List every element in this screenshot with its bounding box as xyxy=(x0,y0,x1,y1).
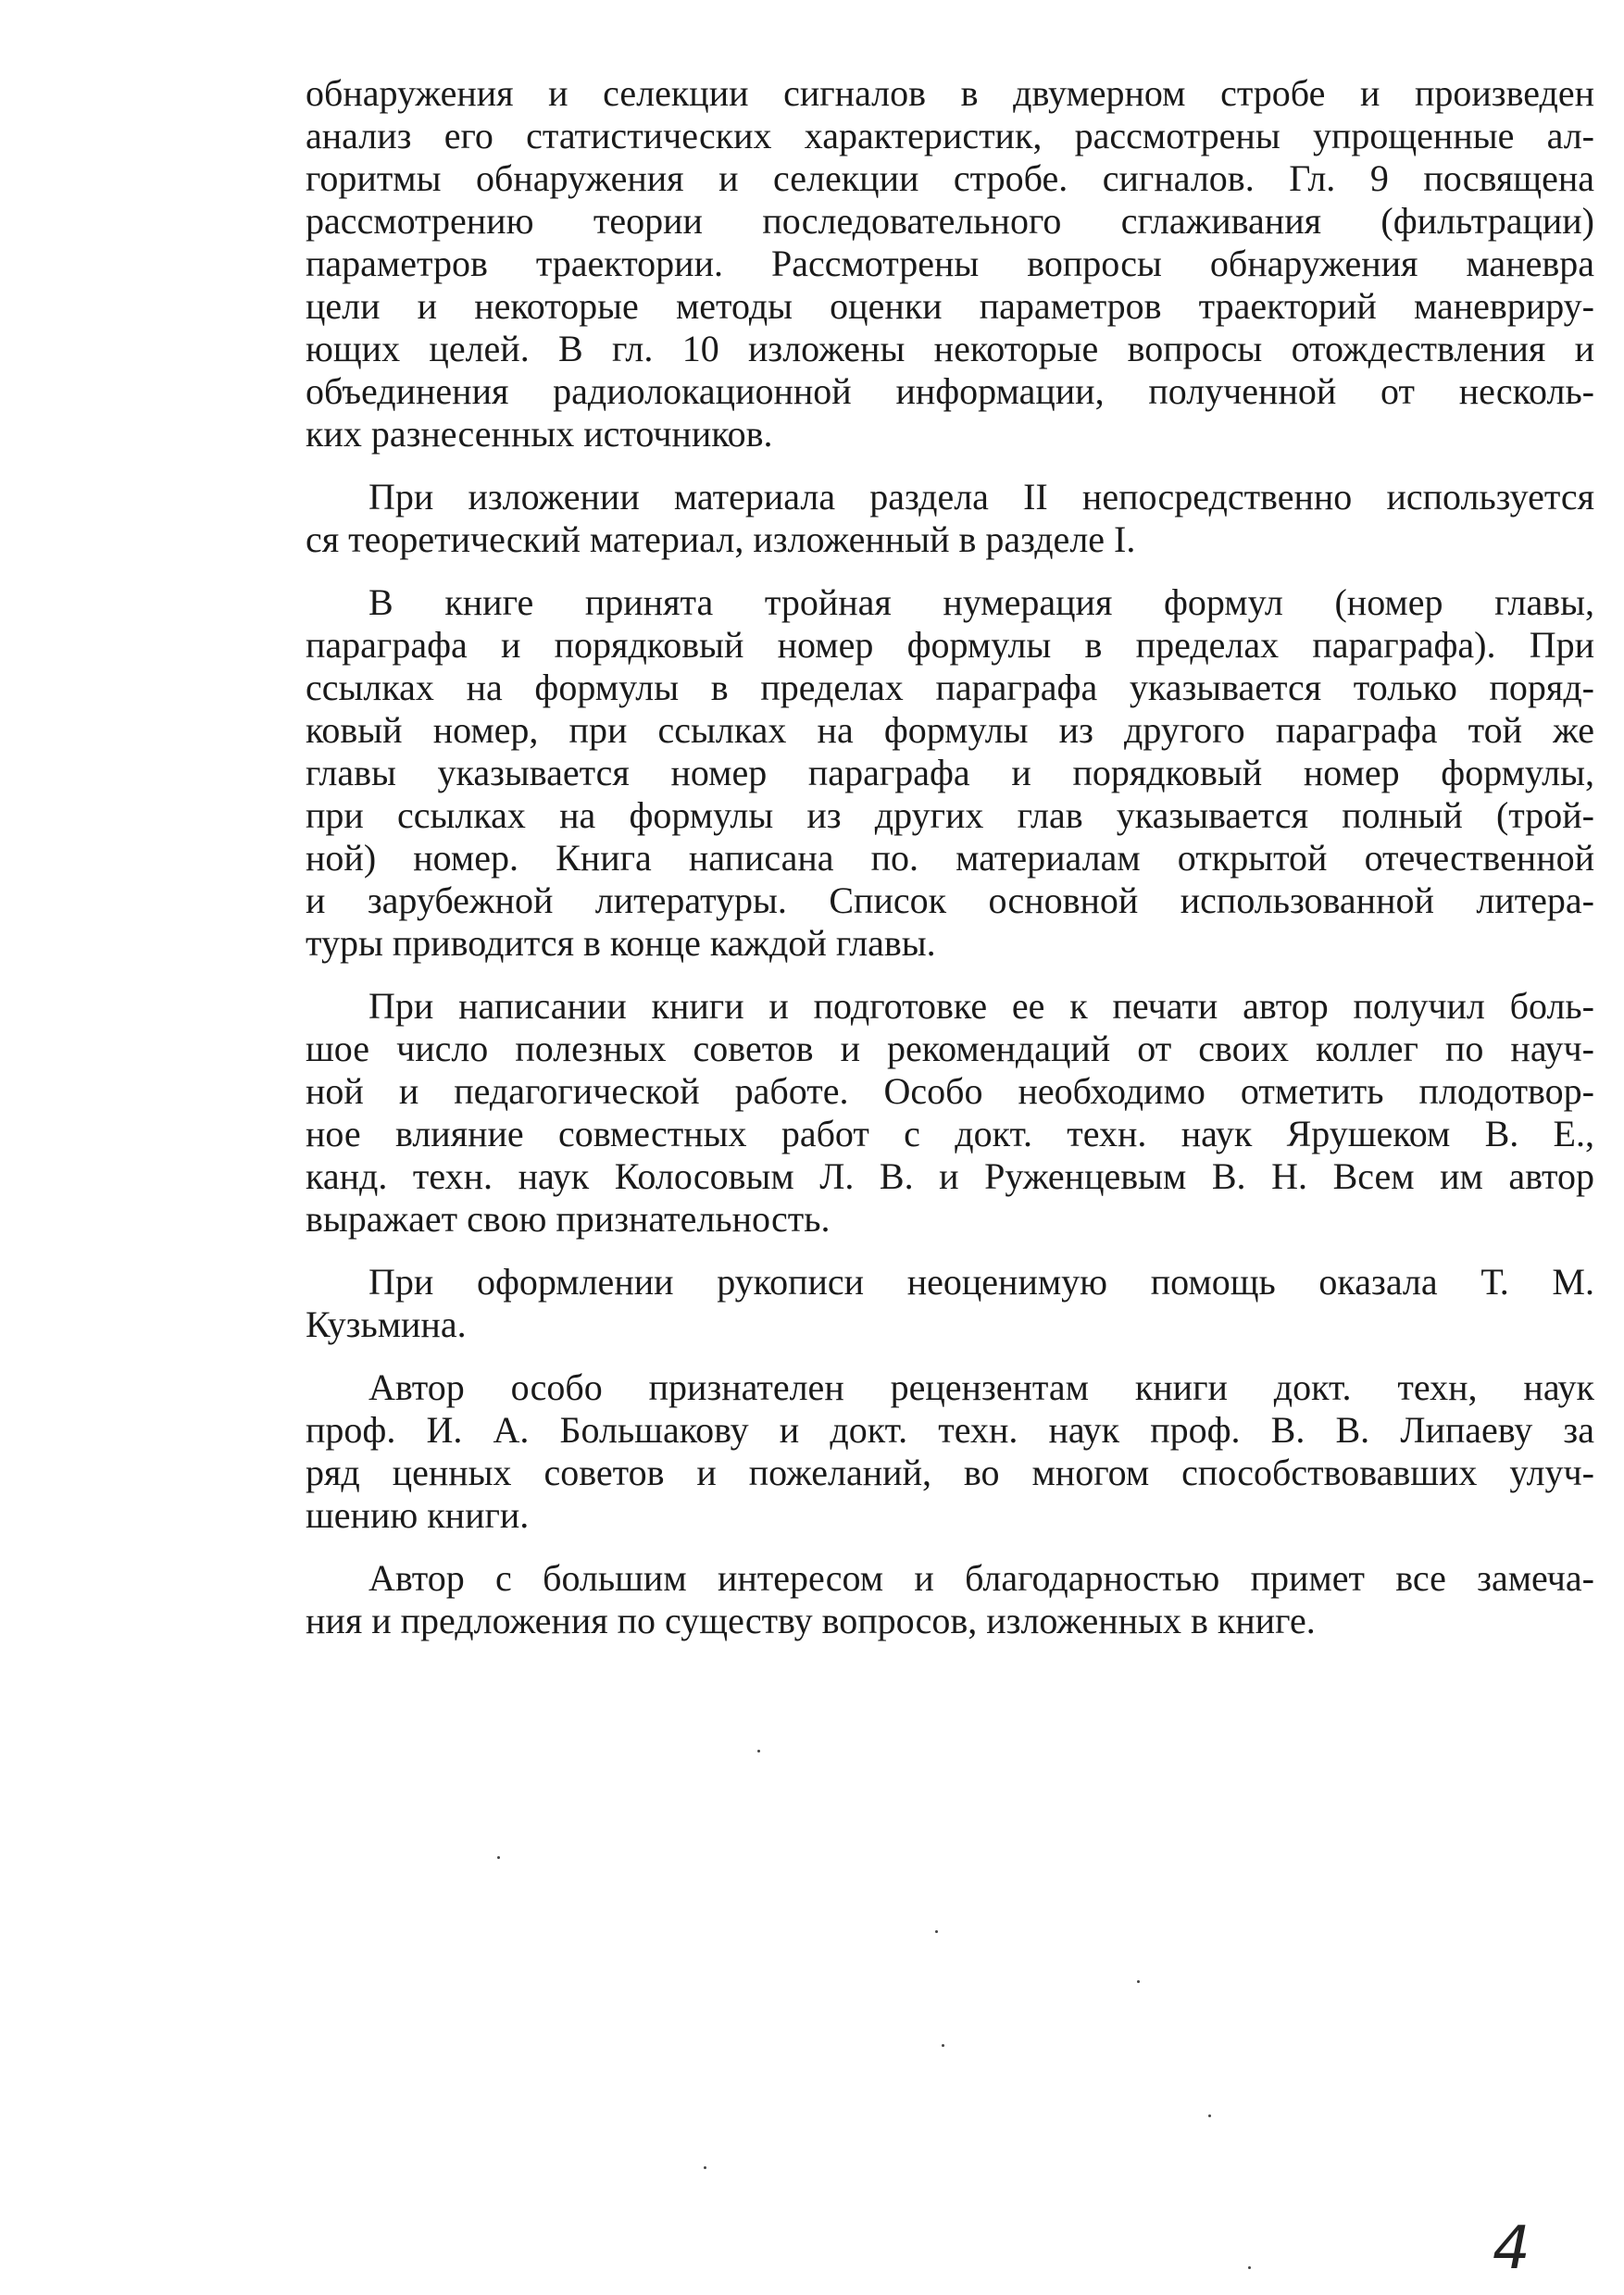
paragraph xyxy=(306,72,1594,455)
text-line: В книге принята тройная нумерация формул (номер главы, xyxy=(369,581,1594,623)
text-line: горитмы обнаружения и селекции стробе. сигналов. Гл. 9 посвящена xyxy=(306,157,1594,199)
scan-speck xyxy=(1137,1980,1140,1983)
text-line: ной и педагогической работе. Особо необходимо отметить плодотвор- xyxy=(306,1070,1594,1112)
scan-speck xyxy=(704,2166,706,2169)
text-line: анализ его статистических характеристик, рассмотрены упрощенные ал- xyxy=(306,115,1594,156)
paragraph xyxy=(306,1366,1594,1537)
scan-speck xyxy=(942,2044,944,2047)
scan-speck xyxy=(1248,2266,1251,2269)
scan-speck xyxy=(1208,2114,1211,2117)
text-line: канд. техн. наук Колосовым Л. В. и Руженцевым В. Н. Всем им автор xyxy=(306,1155,1594,1197)
text-line: ное влияние совместных работ с докт. техн. наук Ярушеком В. Е., xyxy=(306,1113,1594,1154)
paragraph-gap xyxy=(306,455,1594,476)
paragraph-gap xyxy=(306,1537,1594,1557)
paragraph xyxy=(306,476,1594,561)
text-line: ся теоретический материал, изложенный в разделе I. xyxy=(306,518,1136,560)
text-line: шению книги. xyxy=(306,1494,530,1536)
text-line: ссылках на формулы в пределах параграфа указывается только поряд- xyxy=(306,667,1594,708)
paragraph xyxy=(306,1557,1594,1642)
paragraph xyxy=(306,985,1594,1241)
text-line: обнаружения и селекции сигналов в двумерном стробе и произведен xyxy=(306,72,1594,114)
text-line: При оформлении рукописи неоценимую помощь оказала Т. М. xyxy=(369,1261,1594,1303)
text-line: рассмотрению теории последовательного сглаживания (фильтрации) xyxy=(306,200,1594,242)
text-line: объединения радиолокационной информации, полученной от несколь- xyxy=(306,370,1594,412)
text-line: параметров траектории. Рассмотрены вопросы обнаружения маневра xyxy=(306,243,1594,284)
paragraph-gap xyxy=(306,1241,1594,1261)
text-line: цели и некоторые методы оценки параметров траекторий маневриру- xyxy=(306,285,1594,327)
paragraph-gap xyxy=(306,561,1594,581)
paragraph xyxy=(306,1261,1594,1346)
scan-speck xyxy=(935,1930,938,1933)
text-line: туры приводится в конце каждой главы. xyxy=(306,922,936,964)
text-line: ряд ценных советов и пожеланий, во многом способствовавших улуч- xyxy=(306,1452,1594,1493)
text-line: и зарубежной литературы. Список основной использованной литера- xyxy=(306,879,1594,921)
text-line: главы указывается номер параграфа и порядковый номер формулы, xyxy=(306,752,1594,793)
text-line: Автор особо признателен рецензентам книги докт. техн, наук xyxy=(369,1366,1594,1408)
text-line: ющих целей. В гл. 10 изложены некоторые вопросы отождествления и xyxy=(306,328,1594,369)
text-line: при ссылках на формулы из других глав указывается полный (трой- xyxy=(306,794,1594,836)
text-line: шое число полезных советов и рекомендаций от своих коллег по науч- xyxy=(306,1028,1594,1069)
text-line: выражает свою признательность. xyxy=(306,1198,831,1240)
text-line: ной) номер. Книга написана по. материалам открытой отечественной xyxy=(306,837,1594,879)
text-line: ких разнесенных источников. xyxy=(306,413,773,455)
paragraph-gap xyxy=(306,1346,1594,1366)
text-line: При изложении материала раздела II непосредственно используется xyxy=(369,476,1594,518)
page-number: 4 xyxy=(1493,2214,1530,2283)
text-line: Кузьмина. xyxy=(306,1303,467,1345)
scan-speck xyxy=(497,1856,500,1859)
text-line: При написании книги и подготовке ее к печати автор получил боль- xyxy=(369,985,1594,1027)
text-line: ния и предложения по существу вопросов, изложенных в книге. xyxy=(306,1600,1316,1641)
text-line: параграфа и порядковый номер формулы в пределах параграфа). При xyxy=(306,624,1594,666)
text-line: Автор с большим интересом и благодарностью примет все замеча- xyxy=(369,1557,1594,1599)
paragraph xyxy=(306,581,1594,965)
paragraph-gap xyxy=(306,965,1594,985)
text-line: проф. И. А. Большакову и докт. техн. наук проф. В. В. Липаеву за xyxy=(306,1409,1594,1451)
page-body xyxy=(306,72,1594,1642)
scan-speck xyxy=(757,1750,760,1752)
text-line: ковый номер, при ссылках на формулы из другого параграфа той же xyxy=(306,709,1594,751)
